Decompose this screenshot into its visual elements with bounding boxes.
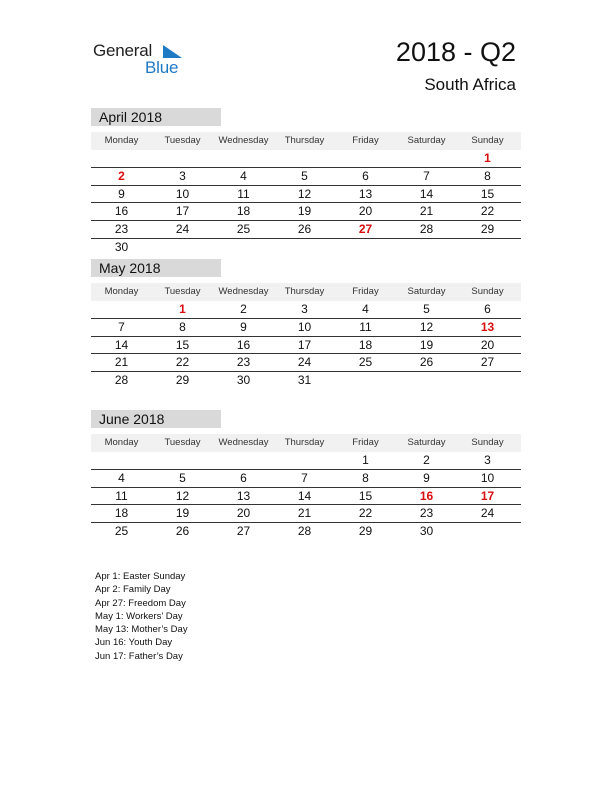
holiday-list xyxy=(95,570,188,663)
date-cell: 5 xyxy=(423,302,430,316)
date-cell: 30 xyxy=(236,373,251,388)
weekday-label: Sunday xyxy=(471,437,504,448)
date-cell: 14 xyxy=(297,488,312,503)
weekday-label: Monday xyxy=(104,135,139,146)
month-title: June 2018 xyxy=(91,410,221,428)
week-row xyxy=(91,470,521,488)
date-cell: 13 xyxy=(236,488,251,503)
weekday-label: Friday xyxy=(352,437,379,448)
date-cell: 9 xyxy=(423,470,430,485)
date-cell: 11 xyxy=(237,186,250,201)
week-row xyxy=(91,221,521,239)
date-cell: 4 xyxy=(240,168,247,183)
date-cell: 7 xyxy=(301,470,308,485)
holiday-date: 17 xyxy=(480,488,495,503)
weekday-label: Sunday xyxy=(471,135,504,146)
date-cell: 14 xyxy=(419,186,434,201)
holiday-date: 27 xyxy=(358,222,373,237)
date-cell: 31 xyxy=(297,373,312,388)
date-cell: 26 xyxy=(175,524,190,539)
date-cell: 6 xyxy=(362,168,369,183)
holiday-entry: Apr 1: Easter Sunday xyxy=(95,571,186,582)
date-cell: 30 xyxy=(114,239,129,254)
holiday-entry: Jun 17: Father’s Day xyxy=(95,650,183,662)
weekday-label: Monday xyxy=(104,286,139,297)
date-cell: 4 xyxy=(118,470,125,485)
week-row xyxy=(91,168,521,186)
week-row xyxy=(91,337,521,355)
weekday-label: Friday xyxy=(352,286,379,297)
weekday-header xyxy=(91,283,521,301)
date-cell: 9 xyxy=(118,186,125,201)
date-cell: 23 xyxy=(114,222,129,237)
date-cell: 10 xyxy=(175,186,190,201)
date-cell: 10 xyxy=(297,319,312,334)
date-cell: 7 xyxy=(118,319,125,334)
week-row xyxy=(91,150,521,168)
weekday-label: Wednesday xyxy=(218,437,269,448)
holiday-date: 1 xyxy=(484,151,491,165)
date-cell: 25 xyxy=(236,222,251,237)
week-row xyxy=(91,354,521,372)
date-cell: 20 xyxy=(236,506,251,521)
date-cell: 9 xyxy=(240,319,247,334)
date-cell: 17 xyxy=(175,204,190,219)
date-cell: 10 xyxy=(480,470,495,485)
week-row xyxy=(91,319,521,337)
date-cell: 12 xyxy=(419,319,434,334)
holiday-entry: Apr 27: Freedom Day xyxy=(95,597,186,609)
week-row xyxy=(91,372,521,389)
date-cell: 25 xyxy=(114,524,129,539)
weekday-label: Tuesday xyxy=(164,286,201,297)
holiday-date: 2 xyxy=(118,168,125,183)
date-cell: 15 xyxy=(480,186,495,201)
date-cell: 11 xyxy=(115,488,128,503)
date-cell: 1 xyxy=(362,453,369,467)
weekday-label: Thursday xyxy=(284,135,325,146)
date-cell: 23 xyxy=(419,506,434,521)
date-cell: 20 xyxy=(480,337,495,352)
date-cell: 18 xyxy=(236,204,251,219)
date-cell: 28 xyxy=(114,373,129,388)
date-cell: 8 xyxy=(484,168,491,183)
date-cell: 18 xyxy=(358,337,373,352)
weekday-header xyxy=(91,132,521,150)
month-title: April 2018 xyxy=(91,108,221,126)
holiday-date: 1 xyxy=(179,302,186,316)
date-cell: 24 xyxy=(297,355,312,370)
weekday-label: Friday xyxy=(352,135,379,146)
date-cell: 12 xyxy=(297,186,312,201)
weekday-label: Thursday xyxy=(284,286,325,297)
date-cell: 19 xyxy=(175,506,190,521)
date-cell: 16 xyxy=(236,337,251,352)
week-row xyxy=(91,301,521,319)
date-cell: 27 xyxy=(480,355,495,370)
week-row xyxy=(91,452,521,470)
date-cell: 15 xyxy=(175,337,190,352)
date-cell: 13 xyxy=(358,186,373,201)
holiday-entry: Jun 16: Youth Day xyxy=(95,637,173,649)
page-title: 2018 - Q2 xyxy=(395,37,516,67)
holiday-date: 16 xyxy=(419,488,434,503)
date-cell: 6 xyxy=(240,470,247,485)
date-cell: 22 xyxy=(480,204,495,219)
date-cell: 16 xyxy=(114,204,129,219)
date-cell: 15 xyxy=(358,488,373,503)
weekday-label: Thursday xyxy=(284,437,325,448)
month-block xyxy=(91,410,521,540)
logo-triangle-icon xyxy=(163,45,183,59)
month-title: May 2018 xyxy=(91,259,221,277)
date-cell: 3 xyxy=(484,453,491,467)
date-cell: 30 xyxy=(419,524,434,539)
weekday-label: Saturday xyxy=(407,286,446,297)
date-cell: 28 xyxy=(297,524,312,539)
date-cell: 24 xyxy=(480,506,495,521)
weekday-label: Saturday xyxy=(407,135,446,146)
month-block xyxy=(91,259,521,389)
date-cell: 23 xyxy=(236,355,251,370)
date-cell: 29 xyxy=(480,222,495,237)
logo-text-blue: Blue xyxy=(145,58,179,77)
date-cell: 5 xyxy=(301,168,308,183)
date-cell: 8 xyxy=(362,470,369,485)
date-cell: 2 xyxy=(240,302,247,316)
month-block xyxy=(91,108,521,256)
date-cell: 27 xyxy=(236,524,251,539)
date-cell: 6 xyxy=(484,302,491,316)
week-row xyxy=(91,186,521,204)
date-cell: 7 xyxy=(423,168,430,183)
date-cell: 20 xyxy=(358,204,373,219)
date-cell: 26 xyxy=(297,222,312,237)
week-row xyxy=(91,488,521,506)
date-cell: 2 xyxy=(423,453,430,467)
week-row xyxy=(91,203,521,221)
date-cell: 5 xyxy=(179,470,186,485)
weekday-label: Tuesday xyxy=(164,437,201,448)
date-cell: 29 xyxy=(358,524,373,539)
date-cell: 21 xyxy=(297,506,312,521)
holiday-entry: May 1: Workers’ Day xyxy=(95,610,183,622)
date-cell: 19 xyxy=(419,337,434,352)
date-cell: 19 xyxy=(297,204,312,219)
holiday-entry: Apr 2: Family Day xyxy=(95,584,171,596)
date-cell: 3 xyxy=(301,302,308,316)
generalblue-logo xyxy=(93,41,193,81)
date-cell: 21 xyxy=(419,204,434,219)
date-cell: 28 xyxy=(419,222,434,237)
logo-text-general: General xyxy=(93,41,153,60)
date-cell: 3 xyxy=(179,168,186,183)
date-cell: 21 xyxy=(114,355,129,370)
holiday-entry: May 13: Mother’s Day xyxy=(95,624,188,636)
date-cell: 14 xyxy=(114,337,129,352)
weekday-label: Monday xyxy=(104,437,139,448)
date-cell: 26 xyxy=(419,355,434,370)
date-cell: 8 xyxy=(179,319,186,334)
weekday-label: Sunday xyxy=(471,286,504,297)
date-cell: 17 xyxy=(297,337,312,352)
week-row xyxy=(91,523,521,540)
holiday-date: 13 xyxy=(480,319,495,334)
date-cell: 12 xyxy=(175,488,190,503)
weekday-label: Wednesday xyxy=(218,135,269,146)
date-cell: 22 xyxy=(175,355,190,370)
week-row xyxy=(91,505,521,523)
date-cell: 11 xyxy=(359,319,372,334)
country-name: South Africa xyxy=(424,75,516,94)
date-cell: 29 xyxy=(175,373,190,388)
date-cell: 22 xyxy=(358,506,373,521)
weekday-header xyxy=(91,434,521,452)
date-cell: 4 xyxy=(362,302,369,316)
weekday-label: Saturday xyxy=(407,437,446,448)
date-cell: 25 xyxy=(358,355,373,370)
date-cell: 24 xyxy=(175,222,190,237)
week-row xyxy=(91,239,521,256)
weekday-label: Wednesday xyxy=(218,286,269,297)
date-cell: 18 xyxy=(114,506,129,521)
weekday-label: Tuesday xyxy=(164,135,201,146)
